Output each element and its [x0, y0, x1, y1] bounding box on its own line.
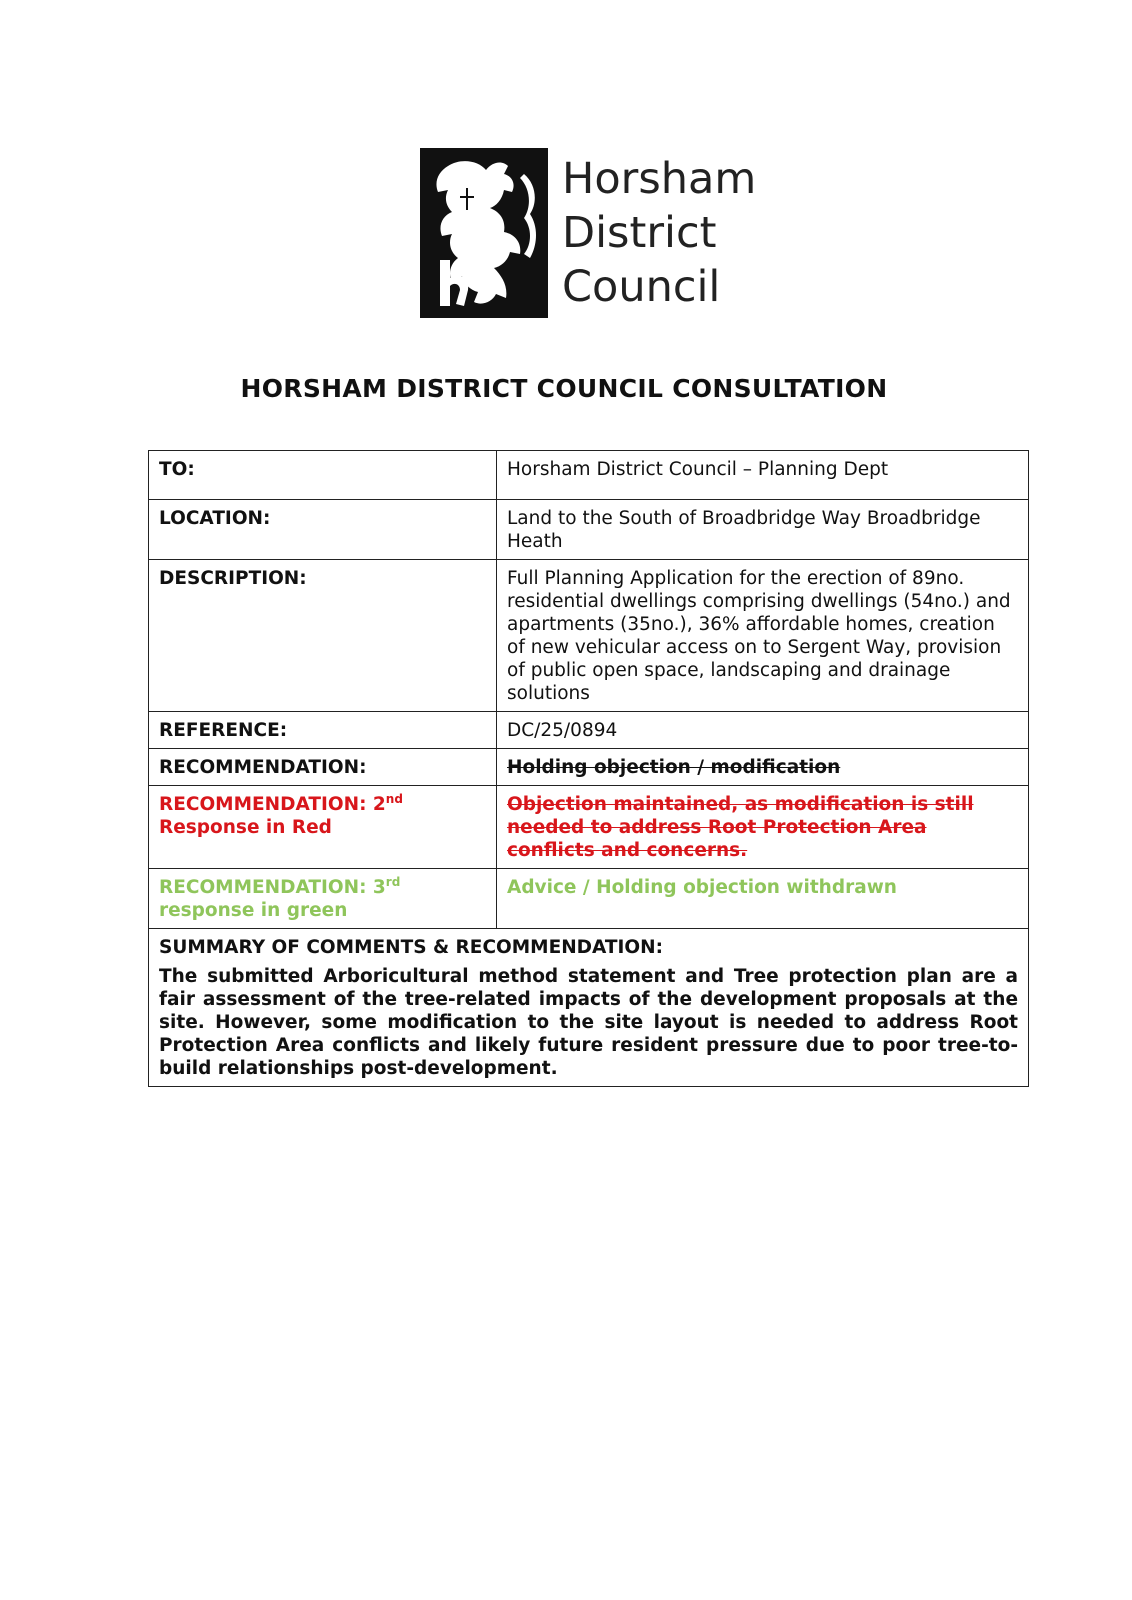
row-to: [149, 451, 1029, 500]
value-reference: DC/25/0894: [497, 712, 1029, 749]
label-description: DESCRIPTION:: [149, 560, 497, 712]
row-location: [149, 500, 1029, 560]
label-to: TO:: [149, 451, 497, 500]
label-recommendation-2nd-sup: nd: [385, 791, 403, 806]
row-summary: [149, 929, 1029, 1087]
label-recommendation-2nd-tail: Response in Red: [159, 817, 332, 838]
logo-line-district: District: [562, 208, 717, 258]
summary-heading: SUMMARY OF COMMENTS & RECOMMENDATION:: [159, 937, 664, 958]
summary-body: The submitted Arboricultural method statement and Tree protection plan are a fair assessment of the tree-related impacts of the development proposals at the site. However, some modification to the site layout is needed to address Root Protection Area conflicts and likely future resident pressure due to poor tree-to-build relationships post-development.: [159, 966, 1018, 1079]
document-title: HORSHAM DISTRICT COUNCIL CONSULTATION: [240, 374, 888, 403]
row-description: [149, 560, 1029, 712]
value-recommendation: Holding objection / modification: [497, 749, 1029, 786]
row-recommendation-2nd: [149, 786, 1029, 869]
row-recommendation-3rd: [149, 869, 1029, 929]
value-location: Land to the South of Broadbridge Way Broadbridge Heath: [497, 500, 1029, 560]
summary-cell: [149, 929, 1029, 1087]
label-location: LOCATION:: [149, 500, 497, 560]
value-recommendation-2nd: Objection maintained, as modification is still needed to address Root Protection Area conflicts and concerns.: [497, 786, 1029, 869]
label-recommendation-3rd: [149, 869, 497, 929]
lion-crest-icon: [420, 148, 548, 318]
label-recommendation: RECOMMENDATION:: [149, 749, 497, 786]
value-to: Horsham District Council – Planning Dept: [497, 451, 1029, 500]
council-logo-text: [562, 152, 756, 314]
value-description: Full Planning Application for the erection of 89no. residential dwellings comprising dwellings (54no.) and apartments (35no.), 36% affordable homes, creation of new vehicular access on to Sergent Way, provision of public open space, landscaping and drainage solutions: [497, 560, 1029, 712]
logo-line-horsham: Horsham: [562, 154, 757, 204]
council-logo: [420, 148, 757, 318]
label-recommendation-3rd-main: RECOMMENDATION: 3: [159, 877, 386, 898]
consultation-table: [148, 450, 1029, 1087]
label-recommendation-3rd-tail: response in green: [159, 900, 348, 921]
row-reference: [149, 712, 1029, 749]
logo-line-council: Council: [562, 262, 721, 312]
label-reference: REFERENCE:: [149, 712, 497, 749]
label-recommendation-2nd: [149, 786, 497, 869]
label-recommendation-2nd-main: RECOMMENDATION: 2: [159, 794, 386, 815]
label-recommendation-3rd-sup: rd: [385, 874, 401, 889]
row-recommendation: [149, 749, 1029, 786]
value-recommendation-3rd: Advice / Holding objection withdrawn: [497, 869, 1029, 929]
